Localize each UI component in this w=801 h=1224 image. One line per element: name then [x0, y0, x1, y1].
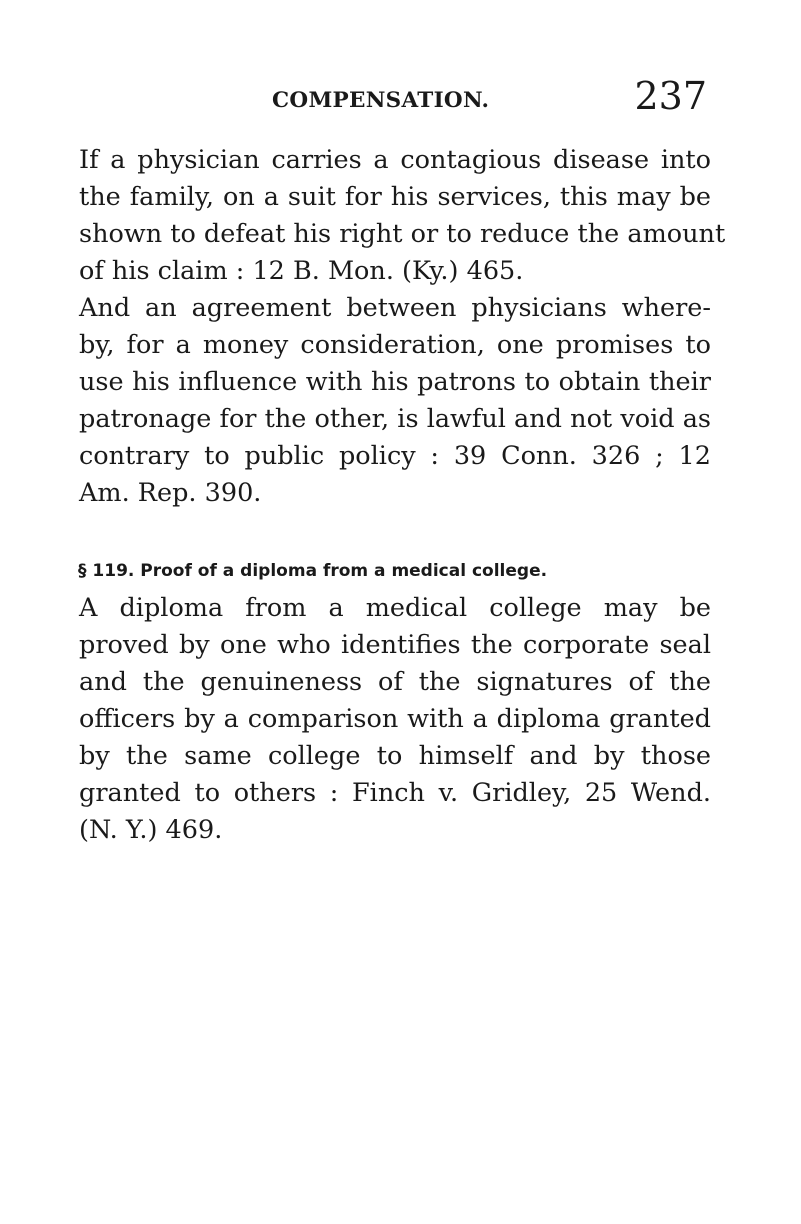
text-line: contrary to public policy : 39 Conn. 326 ; 12	[79, 441, 711, 471]
text-line: shown to defeat his right or to reduce the amount	[79, 219, 726, 249]
page-number: 237	[634, 74, 707, 118]
text-line: officers by a comparison with a diploma granted	[79, 704, 711, 734]
text-line: the family, on a suit for his services, this may be	[79, 182, 711, 212]
text-line: (N. Y.) 469.	[79, 815, 223, 845]
paragraph-physician-agreement	[79, 290, 711, 512]
text-line: patronage for the other, is lawful and not void as	[79, 404, 711, 434]
text-line: And an agreement between physicians where-	[79, 293, 711, 323]
section-heading: § 119. Proof of a diploma from a medical college.	[78, 561, 548, 581]
text-line: proved by one who identifies the corporate seal	[79, 630, 711, 660]
text-line: of his claim : 12 B. Mon. (Ky.) 465.	[79, 256, 524, 286]
text-line: A diploma from a medical college may be	[79, 593, 711, 623]
text-line: by, for a money consideration, one promises to	[79, 330, 711, 360]
text-line: If a physician carries a contagious disease into	[79, 145, 711, 175]
running-title: COMPENSATION.	[272, 88, 490, 113]
text-line: granted to others : Finch v. Gridley, 25 Wend.	[79, 778, 711, 808]
text-line: by the same college to himself and by those	[79, 741, 711, 771]
paragraph-physician-contagious-disease	[79, 142, 726, 290]
paragraph-diploma-proof	[79, 590, 711, 849]
running-head	[272, 74, 707, 118]
text-line: and the genuineness of the signatures of the	[79, 667, 711, 697]
text-line: Am. Rep. 390.	[79, 478, 262, 508]
text-line: use his influence with his patrons to obtain their	[79, 367, 711, 397]
